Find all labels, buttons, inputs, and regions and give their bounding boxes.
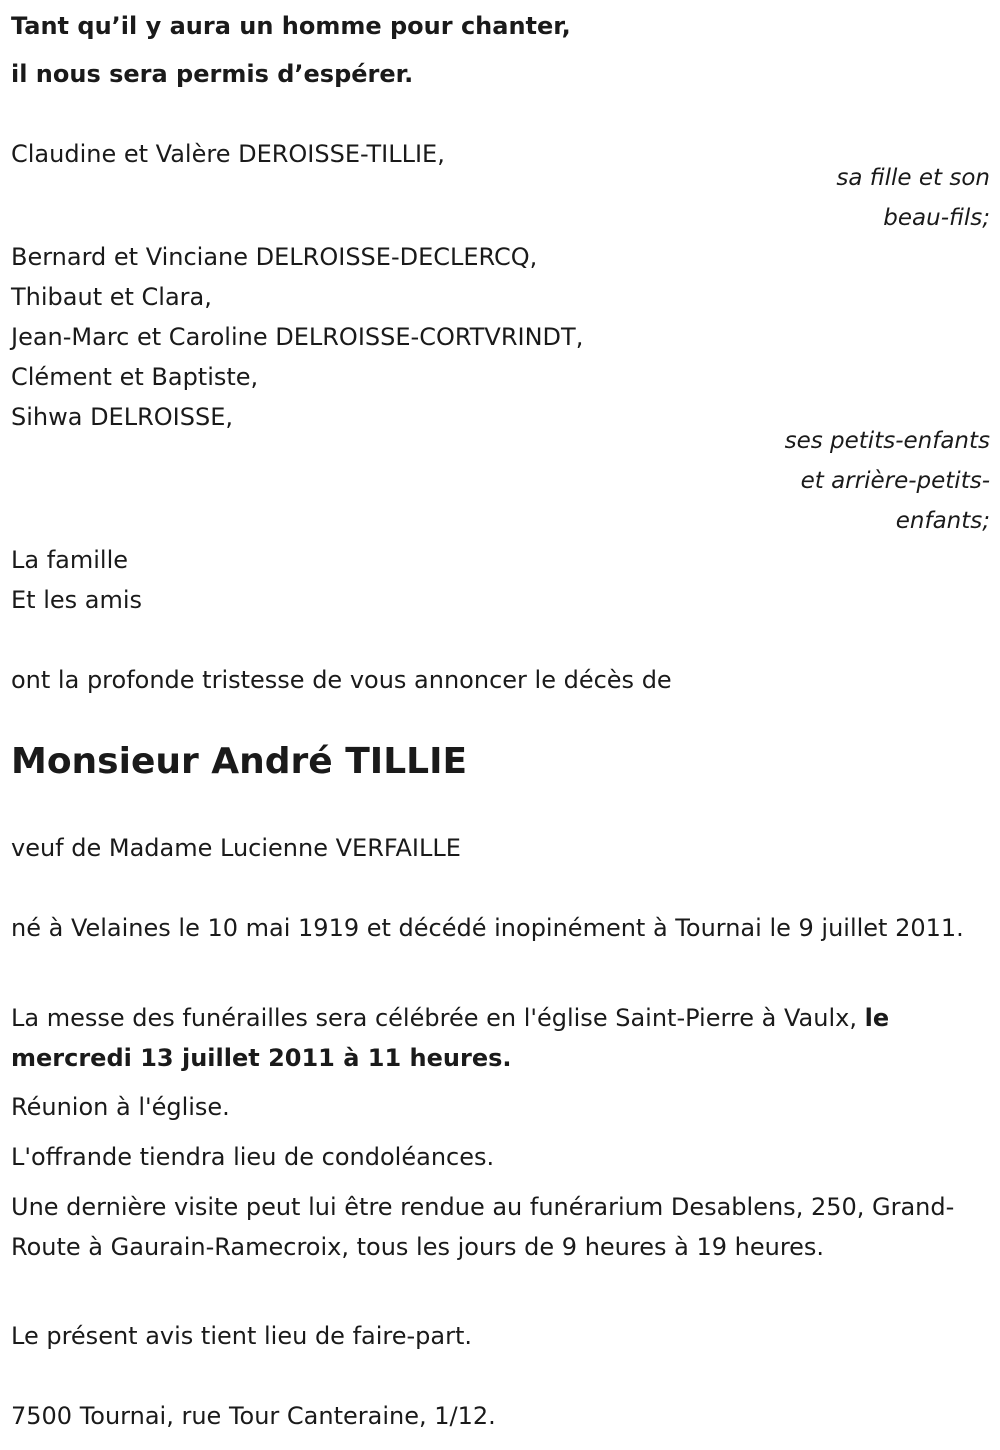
offering-line: L'offrande tiendra lieu de condoléances. — [11, 1143, 495, 1171]
meeting-line: Réunion à l'église. — [11, 1093, 230, 1121]
widower-line: veuf de Madame Lucienne VERFAILLE — [11, 834, 461, 862]
notice-line: Le présent avis tient lieu de faire-part. — [11, 1322, 473, 1350]
daughter-relation-1: sa fille et son — [836, 165, 990, 191]
daughter-relation-2: beau-fils; — [883, 205, 990, 231]
grandchild-line: Sihwa DELROISSE, — [11, 403, 233, 431]
grandchild-line: Clément et Baptiste, — [11, 363, 259, 391]
grandchild-line: Jean-Marc et Caroline DELROISSE-CORTVRINDT, — [11, 323, 584, 351]
daughter-line: Claudine et Valère DEROISSE-TILLIE, — [11, 140, 445, 168]
grandchild-line: Bernard et Vinciane DELROISSE-DECLERCQ, — [11, 243, 538, 271]
grandchildren-relation-2: et arrière-petits- — [800, 468, 990, 494]
visit-paragraph: Une dernière visite peut lui être rendue au funérarium Desablens, 250, Grand-Route à Gaurain-Ramecroix, tous les jours de 9 heures à 19 heures. — [11, 1193, 955, 1261]
grandchildren-relation-1: ses petits-enfants — [784, 428, 990, 454]
announcement-line: ont la profonde tristesse de vous annoncer le décès de — [11, 666, 672, 694]
birth-death-paragraph: né à Velaines le 10 mai 1919 et décédé inopinément à Tournai le 9 juillet 2011. — [11, 914, 964, 942]
epigraph-line-2: il nous sera permis d’espérer. — [11, 60, 414, 88]
mass-paragraph — [11, 998, 986, 1078]
mass-date: le mercredi 13 juillet 2011 à 11 heures. — [11, 1004, 890, 1072]
family-line: La famille — [11, 546, 129, 574]
deceased-name: Monsieur André TILLIE — [11, 741, 468, 782]
mass-text: La messe des funérailles sera célébrée en l'église Saint-Pierre à Vaulx, — [11, 1004, 865, 1032]
grandchild-line: Thibaut et Clara, — [11, 283, 212, 311]
friends-line: Et les amis — [11, 586, 143, 614]
epigraph-line-1: Tant qu’il y aura un homme pour chanter, — [11, 12, 571, 40]
address-line: 7500 Tournai, rue Tour Canteraine, 1/12. — [11, 1402, 496, 1430]
grandchildren-relation-3: enfants; — [895, 508, 990, 534]
